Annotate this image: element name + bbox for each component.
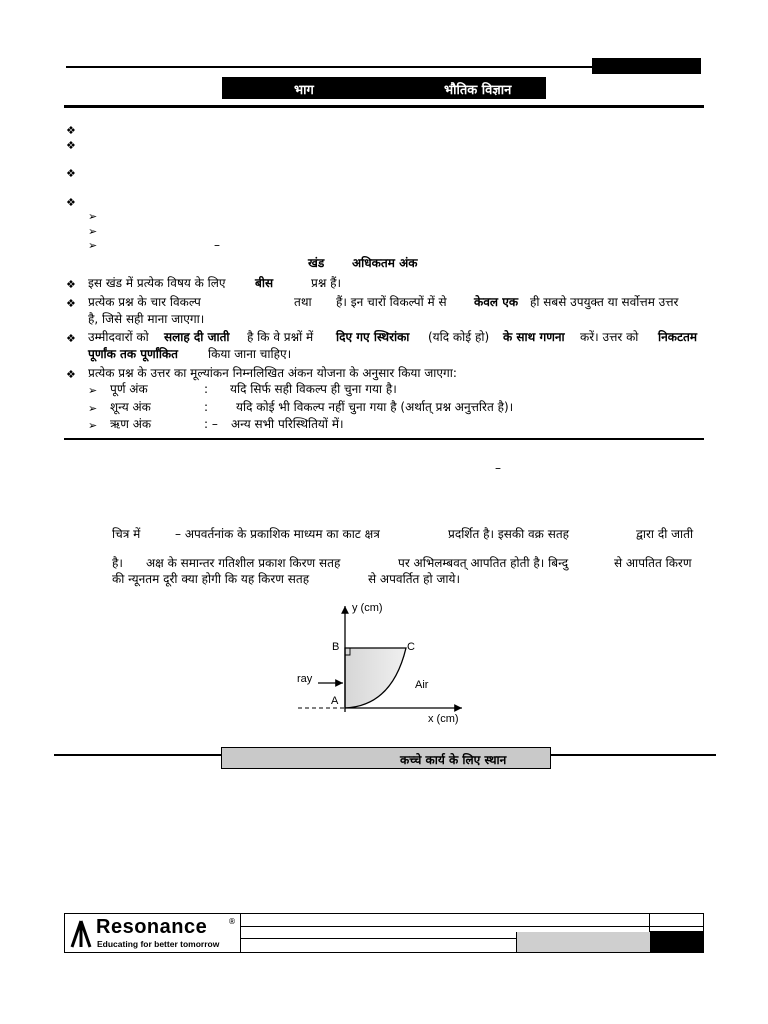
- section-heading-marks: अधिकतम अंक: [352, 256, 418, 270]
- question-line2-c: पर अभिलम्बवत् आपतित होती है। बिन्दु: [398, 556, 569, 570]
- item3-line2-bold: पूर्णांक तक पूर्णांकित: [88, 347, 178, 361]
- footer-grey-cell: [516, 932, 650, 952]
- item2-text-b: तथा: [294, 295, 312, 309]
- instruction-dash: –: [214, 238, 220, 252]
- arrow-bullet-icon: ➢: [88, 210, 98, 223]
- diamond-bullet-icon: ❖: [66, 368, 76, 381]
- item3-bold1: सलाह दी जाती: [164, 330, 230, 344]
- arrow-bullet-icon: ➢: [88, 239, 98, 252]
- point-a-label: A: [331, 695, 339, 707]
- brand-name: Resonance: [96, 916, 208, 938]
- x-axis-label: x (cm): [428, 713, 459, 725]
- scheme-full-text: यदि सिर्फ सही विकल्प ही चुना गया है।: [230, 382, 397, 396]
- item3-text-b: है कि वे प्रश्नों में: [247, 330, 314, 344]
- footer-divider-vertical: [240, 914, 241, 952]
- question-line3-a: की न्यूनतम दूरी क्या होगी कि यह किरण सतह: [112, 572, 310, 586]
- footer-black-cell: [650, 931, 703, 952]
- question-line1-c: प्रदर्शित है। इसकी वक्र सतह: [448, 527, 570, 541]
- arrow-bullet-icon: ➢: [88, 225, 98, 238]
- footer-logo: [68, 917, 240, 951]
- diamond-bullet-icon: ❖: [66, 297, 76, 310]
- item2-bold: केवल एक: [474, 295, 519, 309]
- diamond-bullet-icon: ❖: [66, 278, 76, 291]
- page-title-bar: [222, 77, 546, 99]
- instructions-rule: [64, 438, 704, 440]
- medium-air-label: Air: [415, 679, 429, 691]
- item3-bold2: दिए गए स्थिरांका: [336, 330, 410, 344]
- resonance-logo-icon: [70, 919, 92, 949]
- brand-tagline: Educating for better tomorrow: [97, 939, 220, 949]
- item3-bold4: निकटतम: [658, 330, 698, 344]
- header-rule: [64, 105, 704, 108]
- optics-figure: [290, 598, 480, 728]
- top-rule: [66, 66, 596, 68]
- question-line1-b: – अपवर्तनांक के प्रकाशिक माध्यम का काट क्षत्र: [175, 527, 380, 541]
- item1-text-a: इस खंड में प्रत्येक विषय के लिए: [88, 276, 226, 290]
- item2-text-d: ही सबसे उपयुक्त या सर्वोत्तम उत्तर: [530, 295, 679, 309]
- diamond-bullet-icon: ❖: [66, 196, 76, 209]
- section-heading-word: खंड: [308, 256, 325, 270]
- item3-text-d: करें। उत्तर को: [580, 330, 639, 344]
- item3-bold3: के साथ गणना: [503, 330, 565, 344]
- diamond-bullet-icon: ❖: [66, 167, 76, 180]
- item2-text-a: प्रत्येक प्रश्न के चार विकल्प: [88, 295, 201, 309]
- scheme-full-label: पूर्ण अंक: [110, 382, 148, 396]
- point-c-label: C: [407, 641, 415, 653]
- point-b-label: B: [332, 641, 340, 653]
- item2-text-c: हैं। इन चारों विकल्पों में से: [336, 295, 447, 309]
- rough-work-label-box: [221, 747, 551, 769]
- diamond-bullet-icon: ❖: [66, 139, 76, 152]
- question-line2-a: है।: [112, 556, 123, 570]
- arrow-bullet-icon: ➢: [88, 384, 98, 397]
- subject-title: भौतिक विज्ञान: [444, 83, 512, 98]
- item1-bold: बीस: [255, 276, 274, 290]
- item4-text: प्रत्येक प्रश्न के उत्तर का मूल्यांकन निम्नलिखित अंकन योजना के अनुसार किया जाएगा:: [88, 366, 457, 380]
- item1-text-b: प्रश्न हैं।: [311, 276, 342, 290]
- y-axis-label: y (cm): [352, 602, 383, 614]
- item3-line2-rest: किया जाना चाहिए।: [208, 347, 292, 361]
- question-line1-d: द्वारा दी जाती: [636, 527, 694, 541]
- medium-region: [345, 648, 406, 708]
- scheme-full-sep: :: [204, 382, 209, 396]
- scheme-zero-sep: :: [204, 400, 209, 414]
- scheme-zero-text: यदि कोई भी विकल्प नहीं चुना गया है (अर्थात् प्रश्न अनुत्तरित है)।: [236, 400, 514, 414]
- item3-text-a: उम्मीदवारों को: [88, 330, 149, 344]
- scheme-negative-label: ऋण अंक: [110, 417, 152, 431]
- ray-label: ray: [297, 673, 313, 685]
- question-line2-d: से आपतित किरण: [614, 556, 692, 570]
- item3-text-c: (यदि कोई हो): [428, 330, 490, 344]
- question-dash: –: [495, 461, 501, 475]
- scheme-negative-sep: : –: [204, 417, 218, 431]
- scheme-negative-text: अन्य सभी परिस्थितियों में।: [231, 417, 344, 431]
- rough-work-label: कच्चे कार्य के लिए स्थान: [400, 753, 507, 767]
- diamond-bullet-icon: ❖: [66, 332, 76, 345]
- part-label: भाग: [294, 83, 314, 98]
- footer-table: [64, 913, 704, 953]
- brand-registered: ®: [228, 917, 236, 926]
- item2-line2: है, जिसे सही माना जाएगा।: [88, 312, 205, 326]
- arrow-bullet-icon: ➢: [88, 402, 98, 415]
- top-right-block: [592, 58, 701, 74]
- diamond-bullet-icon: ❖: [66, 124, 76, 137]
- footer-divider-h1: [240, 926, 703, 927]
- scheme-zero-label: शून्य अंक: [110, 400, 151, 414]
- arrow-bullet-icon: ➢: [88, 419, 98, 432]
- question-line1-a: चित्र में: [112, 527, 141, 541]
- question-line3-b: से अपवर्तित हो जाये।: [368, 572, 460, 586]
- question-line2-b: अक्ष के समान्तर गतिशील प्रकाश किरण सतह: [146, 556, 341, 570]
